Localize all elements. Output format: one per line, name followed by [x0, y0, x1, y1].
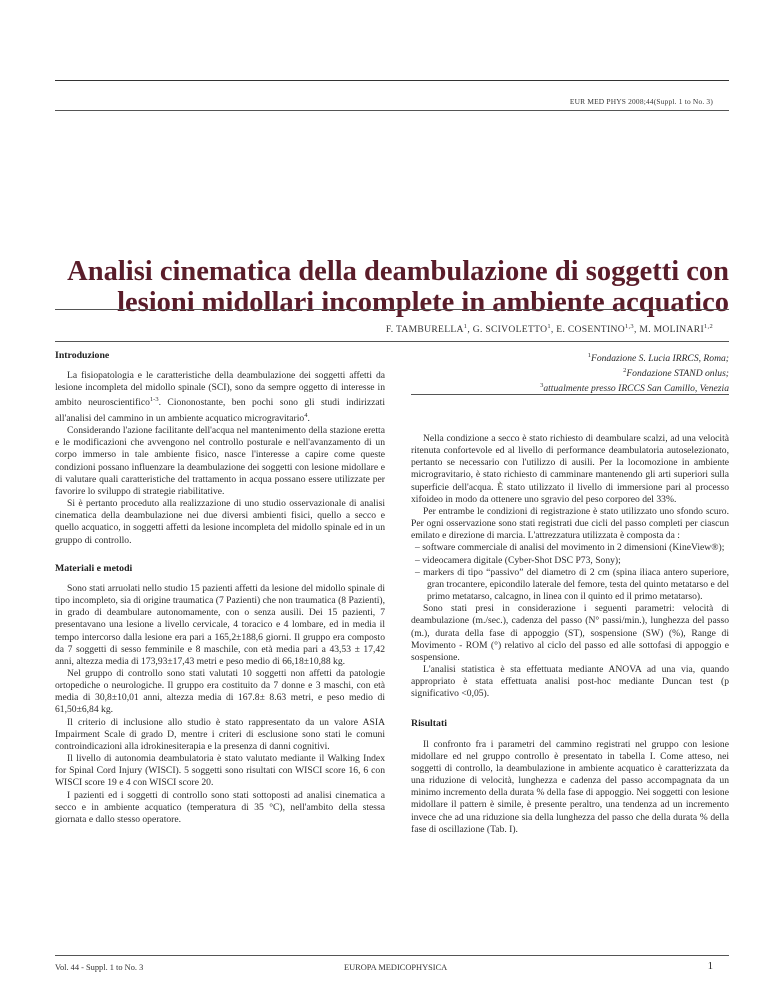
methods-paragraph-4: Il livello di autonomia deambulatoria è stato valutato mediante il Walking Index for Spinal Cord Injury (WISCI). 5 soggetti sono risultati con WISCI score 16, 6 con WISCI score 19 e 4 con WISCI score 20. [55, 753, 385, 789]
list-item: – markers di tipo “passivo” del diametro di 2 cm (spina iliaca antero superiore, gran trocantere, epicondilo laterale del femore, testa del quinto metatarso e del primo metatarso, calcagno, in linea con il quinto ed il primo metatarso). [415, 566, 729, 603]
author-name: , E. COSENTINO [550, 324, 625, 336]
intro-paragraph-3: Si è pertanto proceduto alla realizzazione di uno studio osservazionale di analisi cinematica della deambulazione nei due diversi ambienti fisici, quello a secco e quello acquatico, in soggetti affetti da lesione incompleta del midollo spinale ed in un gruppo di controllo. [55, 498, 385, 546]
section-heading-materiali-metodi: Materiali e metodi [55, 562, 133, 574]
authors-rule [55, 341, 729, 342]
intro-paragraph-1 [55, 370, 385, 425]
affiliation-sup: 2 [623, 367, 627, 375]
results-paragraph-1: Il confronto fra i parametri del cammino registrati nel gruppo con lesione midollare ed nel gruppo controllo è presentato in tabella I. Come atteso, nei soggetti di controllo, la deambulazione in ambiente acquatico è caratterizzata da una riduzione di velocità, lunghezza e cadenza del passo accompagnata da un minimo incremento della durata % della fase di appoggio. Nei soggetti con lesione midollare il pattern è simile, è presente peraltro, una tendenza ad un incremento invece che ad una riduzione sia della lunghezza del passo che della durata % della fase di oscillazione (Tab. I). [411, 738, 729, 835]
list-item: – software commerciale di analisi del movimento in 2 dimensioni (KineView®); [415, 542, 725, 554]
affiliation-line [411, 365, 729, 380]
right-column [411, 433, 729, 836]
affiliation-text: Fondazione STAND onlus; [626, 368, 729, 380]
top-rule [55, 80, 729, 81]
author-name: F. TAMBURELLA [385, 324, 464, 336]
list-item: – videocamera digitale (Cyber-Shot DSC P73, Sony); [415, 554, 621, 566]
methods-paragraph-7: Per entrambe le condizioni di registrazione è stato utilizzato uno sfondo scuro. Per ogni osservazione sono stati registrati due cicli del passo completi per ciascun emilato e direzione di marcia. L'attrezzatura utilizzata è composta da : [411, 505, 729, 542]
footer-rule [55, 955, 729, 956]
section-heading-introduzione: Introduzione [55, 350, 110, 361]
intro-paragraph-2: Considerando l'azione facilitante dell'acqua nel mantenimento della stazione eretta e le modificazioni che avvengono nel controllo posturale e nell'avanzamento di un corpo immerso in tale ambiente fisico, nasce l'interesse a capire come queste condizioni possano influenzare la deambulazione dei soggetti con lesione midollare e di valutare quali caratteristiche del trattamento in acqua possano essere utilizzate per favorire lo sviluppo di strategie riabilitative. [55, 425, 385, 497]
methods-paragraph-2: Nel gruppo di controllo sono stati valutati 10 soggetti non affetti da patologie ortopediche o neurologiche. Il gruppo era costituito da 7 donne e 3 maschi, con età media di 30,8±10,01 anni, altezza media di 167.8± 8.63 metri, e peso medio di 61,50±6,84 kg. [55, 667, 385, 716]
affiliation-rule [411, 394, 729, 395]
footer-journal: EUROPA MEDICOPHYSICA [344, 963, 448, 972]
affiliation-text: attualmente presso IRCCS San Camillo, Venezia [543, 383, 729, 395]
author-sup: 1,2 [703, 323, 713, 330]
methods-paragraph-5: I pazienti ed i soggetti di controllo sono stati sottoposti ad analisi cinematica a secco e in ambiente acquatico (temperatura di 35 °C), nell'ambito della stessa giornata e dallo stesso operatore. [55, 789, 385, 825]
affiliation-sup: 1 [587, 352, 591, 359]
methods-paragraph-6: Nella condizione a secco è stato richiesto di deambulare scalzi, ad una velocità ritenuta confortevole ed al livello di performance deambulatoria autoselezionato, pertanto se necessario con l'utilizzo di ausili. Per la locomozione in ambiente microgravitario, è stato richiesto di camminare mantenendo gli arti superiori sulla superficie dell'acqua. È stato utilizzato il livello di immersione pari al processo xifoideo in modo da ottenere uno sgravio del peso corporeo del 33%. [411, 433, 729, 505]
intro-text: La fisiopatologia e le caratteristiche della deambulazione dei soggetti affetti da lesione incompleta del midollo spinale (SCI), sono da sempre oggetto di interesse in ambito neuroscientifico [55, 370, 385, 409]
journal-reference: EUR MED PHYS 2008;44(Suppl. 1 to No. 3) [569, 97, 713, 106]
affiliation-text: Fondazione S. Lucia IRRCS, Roma; [590, 353, 729, 365]
intro-text: . [307, 413, 310, 424]
equipment-list [411, 542, 729, 603]
left-column [55, 350, 385, 826]
section-heading-risultati: Risultati [411, 718, 447, 730]
affiliations [411, 350, 729, 396]
methods-paragraph-3: Il criterio di inclusione allo studio è stato rappresentato da un valore ASIA Impairment Scale di grado D, mentre i criteri di esclusione sono stati le comuni controindicazioni alla idrokinesiterapia e la presenza di danni cognitivi. [55, 716, 385, 752]
author-sup: 1 [547, 323, 551, 330]
author-name: , M. MOLINARI [633, 324, 704, 336]
author-sup: 1 [463, 323, 468, 330]
header-rule [55, 110, 729, 111]
citation-sup: 4 [304, 411, 308, 419]
author-sup: 1,3 [624, 323, 634, 330]
article-title: Analisi cinematica della deambulazione di soggetti con lesioni midollari incomplete in ambiente acquatico [67, 256, 729, 318]
methods-paragraph-1: Sono stati arruolati nello studio 15 pazienti affetti da lesione del midollo spinale di tipo incompleto, sia di origine traumatica (7 Pazienti) che non traumatica (8 Pazienti), in grado di deambulare autonomamente, con o senza ausili. Dei 15 pazienti, 7 presentavano una lesione a livello cervicale, 4 toracico e 4 lombare, ed in media il tempo intercorso dalla lesione era pari a 165,2±188,6 giorni. Il gruppo era composto da 7 soggetti di sesso femminile e 8 maschile, con età media pari a 43,53 ± 17,42 anni, altezza media di 173,93±17,43 metri e peso medio di 66,18±10,88 kg. [55, 582, 385, 667]
affiliation-sup: 3 [540, 382, 544, 390]
author-name: , G. SCIVOLETTO [467, 324, 548, 336]
page-number: 1 [707, 961, 713, 972]
title-rule [55, 309, 729, 310]
author-list [386, 323, 713, 335]
citation-sup: 1-3 [149, 396, 159, 404]
affiliation-line [411, 350, 729, 365]
methods-paragraph-9: L'analisi statistica è sta effettuata mediante ANOVA ad una via, quando appropriato è stata effettuata analisi post-hoc mediante Duncan test (p significativo <0,05). [411, 663, 729, 700]
methods-paragraph-8: Sono stati presi in considerazione i seguenti parametri: velocità di deambulazione (m./sec.), cadenza del passo (N° passi/min.), lunghezza del passo (m.), durata della fase di appoggio (ST), sospensione (SW) (%), Range di Movimento - ROM (°) relativo al ciclo del passo ed alle sottofasi di appoggio e sospensione. [411, 603, 729, 663]
footer-volume: Vol. 44 - Suppl. 1 to No. 3 [55, 963, 144, 972]
intro-text: . Ciononostante, ben pochi sono gli studi indirizzati all'analisi del cammino in un ambiente acquatico microgravitario [55, 397, 385, 424]
